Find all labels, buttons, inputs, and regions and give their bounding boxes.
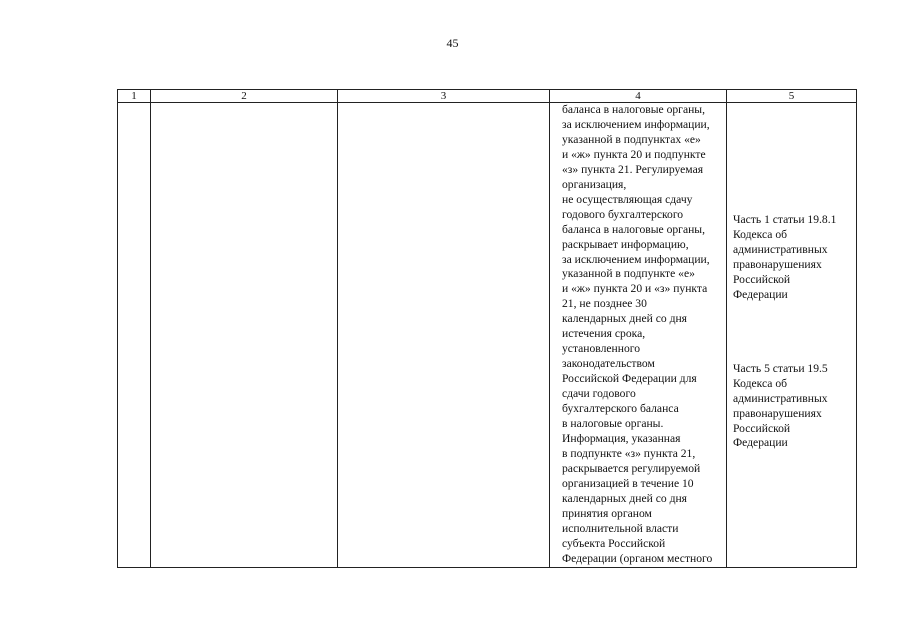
table-header-row (118, 90, 857, 103)
text-line: за исключением информации, (562, 117, 710, 131)
reference-line: Часть 1 статьи 19.8.1 (733, 213, 837, 226)
cell-col-5 (727, 103, 857, 568)
cell-col-1 (118, 103, 151, 568)
page-number: 45 (446, 36, 459, 50)
text-line: раскрывается регулируемой (562, 461, 701, 475)
text-line: организация, (562, 177, 627, 191)
text-line: указанной в подпункте «е» (562, 267, 695, 281)
text-line: Федерации (органом местного (562, 551, 713, 565)
cell-col-2 (151, 103, 338, 568)
text-line: за исключением информации, (562, 252, 710, 266)
reference-line: правонарушениях (733, 257, 822, 271)
reference-line: административных (733, 242, 828, 256)
text-line: Российской Федерации для (562, 372, 697, 386)
text-line: 21, не позднее 30 (562, 297, 647, 311)
text-line: раскрывает информацию, (562, 237, 689, 251)
reference-line: Кодекса об (733, 376, 788, 390)
text-line: бухгалтерского баланса (562, 402, 679, 416)
text-line: не осуществляющая сдачу (562, 192, 693, 206)
table-row (118, 103, 857, 568)
column-header-4: 4 (550, 90, 727, 103)
requirement-text (562, 103, 724, 567)
text-line: и «ж» пункта 20 и «з» пункта (562, 282, 708, 296)
reference-line: административных (733, 391, 828, 405)
text-line: баланса в налоговые органы, (562, 222, 705, 236)
column-header-3: 3 (338, 90, 550, 103)
text-line: истечения срока, (562, 327, 646, 341)
text-line: установленного (562, 342, 641, 356)
column-header-5: 5 (727, 90, 857, 103)
reference-line: Часть 5 статьи 19.5 (733, 361, 828, 375)
text-line: законодательством (562, 357, 655, 371)
reference-line: Кодекса об (733, 227, 788, 241)
cell-col-4 (550, 103, 727, 568)
column-header-1: 1 (118, 90, 151, 103)
reference-line: Федерации (733, 287, 788, 301)
document-table (117, 89, 857, 568)
reference-line: правонарушениях (733, 406, 822, 420)
text-line: сдачи годового (562, 387, 636, 401)
text-line: в налоговые органы. (562, 417, 664, 431)
text-line: принятия органом (562, 506, 652, 520)
text-line: и «ж» пункта 20 и подпункте (562, 147, 706, 161)
text-line: Информация, указанная (562, 431, 681, 445)
text-line: субъекта Российской (562, 536, 666, 550)
reference-line: Федерации (733, 436, 788, 450)
text-line: баланса в налоговые органы, (562, 103, 705, 116)
text-line: в подпункте «з» пункта 21, (562, 446, 696, 460)
text-line: годового бухгалтерского (562, 207, 684, 221)
reference-line: Российской (733, 421, 791, 435)
liability-reference-2 (733, 362, 856, 452)
column-header-2: 2 (151, 90, 338, 103)
text-line: календарных дней со дня (562, 491, 688, 505)
text-line: «з» пункта 21. Регулируемая (562, 162, 704, 176)
text-line: организацией в течение 10 (562, 476, 694, 490)
cell-col-3 (338, 103, 550, 568)
text-line: исполнительной власти (562, 521, 679, 535)
text-line: календарных дней со дня (562, 312, 688, 326)
liability-reference-1 (733, 213, 856, 303)
reference-line: Российской (733, 272, 791, 286)
text-line: указанной в подпунктах «е» (562, 132, 701, 146)
